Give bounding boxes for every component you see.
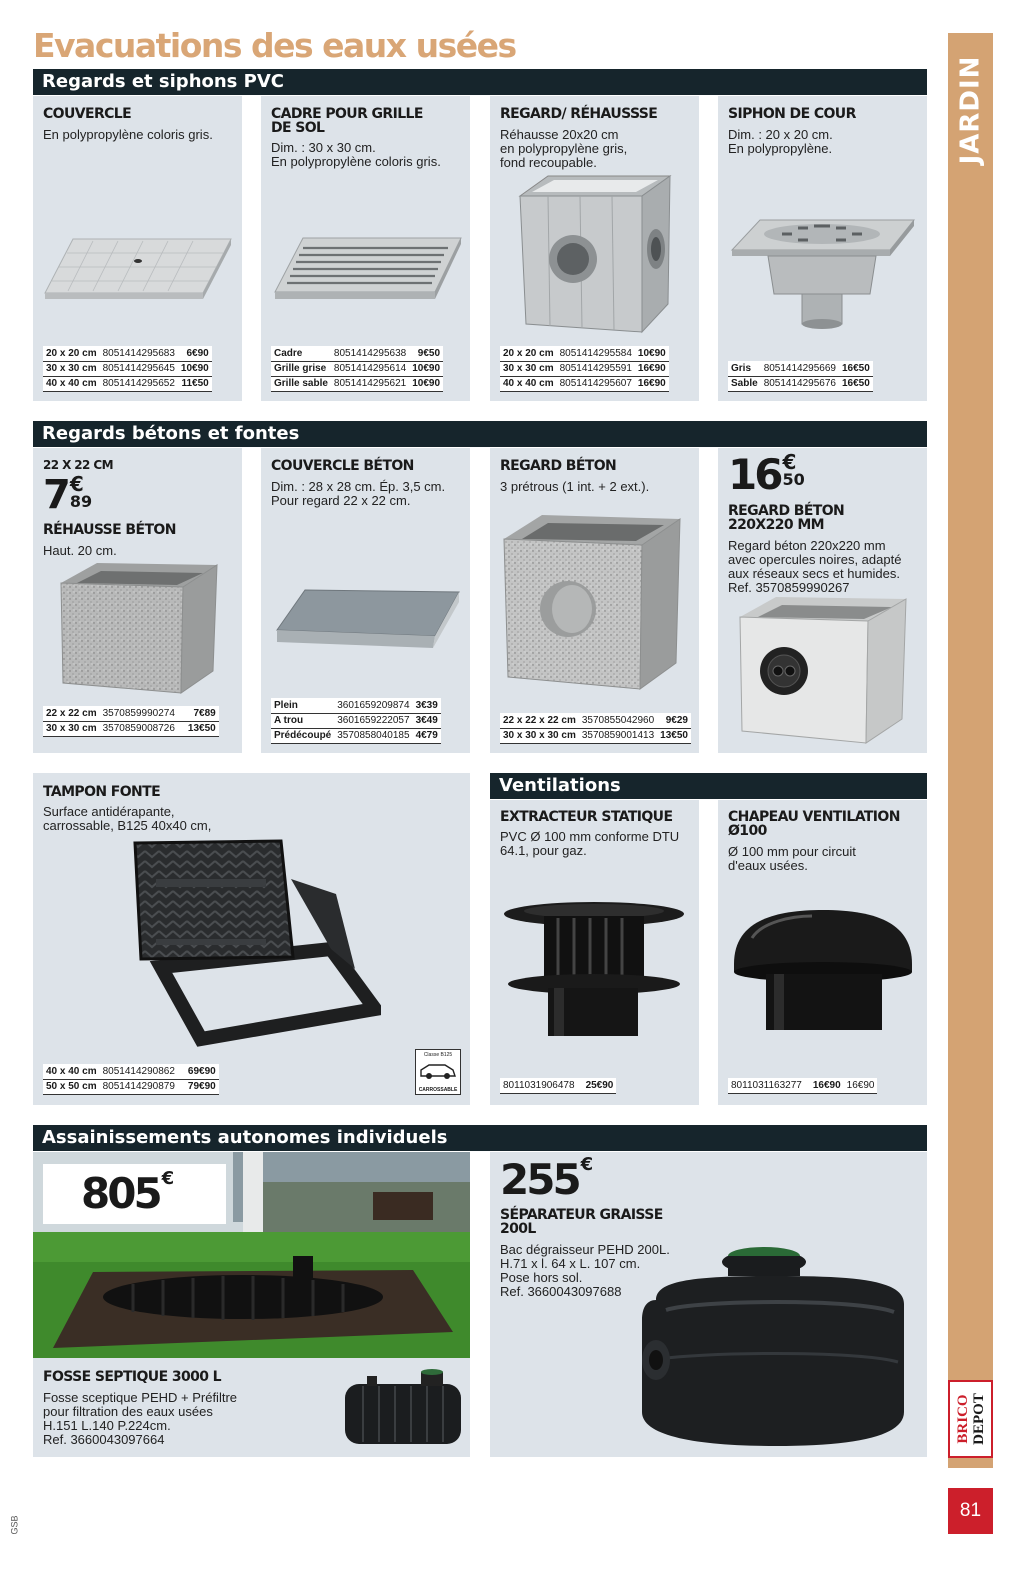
row-label: Cadre <box>271 346 331 361</box>
table-row <box>43 706 219 721</box>
table-row <box>271 728 441 743</box>
row-price: 16€90 <box>810 1078 844 1093</box>
row-price: 10€90 <box>178 361 212 376</box>
price-table <box>43 1064 219 1095</box>
product-title: SIPHON DE COUR <box>728 106 856 122</box>
regard-pvc-image <box>518 174 673 334</box>
price-table <box>728 361 873 392</box>
row-price: 6€90 <box>178 346 212 361</box>
price-int: 7 <box>43 472 68 518</box>
row-ref: 8051414295614 <box>331 361 409 376</box>
page-number: 81 <box>948 1488 993 1534</box>
card-siphon <box>718 96 927 401</box>
row-label: 40 x 40 cm <box>43 376 100 391</box>
extracteur-image <box>502 902 687 1040</box>
product-desc: 3 prétrous (1 int. + 2 ext.). <box>500 479 650 494</box>
row-ref: 8051414295638 <box>331 346 409 361</box>
table-row <box>728 1078 877 1093</box>
row-price: 16€90 <box>635 376 669 391</box>
price-int: 255 <box>500 1155 579 1204</box>
row-price: 9€50 <box>409 346 443 361</box>
table-row <box>271 346 443 361</box>
row-label: Grille sable <box>271 376 331 391</box>
price-table <box>728 1078 877 1094</box>
table-row <box>43 376 212 391</box>
brand-logo <box>948 1380 993 1458</box>
row-ref: 8051414295669 <box>761 361 839 376</box>
row-ref: 3570858040185 <box>334 728 412 743</box>
card-chapeau <box>718 800 927 1105</box>
logo-depot: DEPOT <box>970 1393 987 1445</box>
row-label: 30 x 30 x 30 cm <box>500 728 579 743</box>
table-row <box>500 1078 616 1093</box>
section-ventilations: Ventilations <box>490 773 927 799</box>
price-fosse <box>81 1170 174 1218</box>
product-title: REGARD/ RÉHAUSSSE <box>500 106 658 122</box>
row-label: 20 x 20 cm <box>500 346 557 361</box>
row-price: 11€50 <box>178 376 212 391</box>
row-label: 40 x 40 cm <box>43 1064 100 1079</box>
product-desc: Regard béton 220x220 mm avec opercules noires, adapté aux réseaux secs et humides. Ref. 3570859990267 <box>728 538 902 595</box>
card-regard-beton-220 <box>718 448 927 753</box>
product-desc: Dim. : 28 x 28 cm. Ép. 3,5 cm. Pour regard 22 x 22 cm. <box>271 479 446 508</box>
product-desc: En polypropylène coloris gris. <box>43 127 213 142</box>
product-desc: PVC Ø 100 mm conforme DTU 64.1, pour gaz. <box>500 829 680 858</box>
rehausse-beton-image <box>57 561 219 696</box>
price-table <box>500 713 691 744</box>
grille-image <box>273 234 463 304</box>
regard-beton-image <box>502 513 682 693</box>
badge-top: Classe B125 <box>423 1052 453 1058</box>
row-label: 30 x 30 cm <box>43 361 100 376</box>
row-price: 16€50 <box>839 361 873 376</box>
row-label: 40 x 40 cm <box>500 376 557 391</box>
row-ref: 3601659222057 <box>334 713 412 728</box>
regard-beton-220-image <box>736 595 908 745</box>
product-desc: Dim. : 30 x 30 cm. En polypropylène coloris gris. <box>271 140 441 169</box>
row-price: 69€90 <box>185 1064 219 1079</box>
product-size: 22 X 22 CM <box>43 458 113 472</box>
side-band <box>948 33 993 1468</box>
card-regard-pvc <box>490 96 699 401</box>
row-ref: 8051414290879 <box>100 1079 185 1094</box>
price-separateur <box>500 1156 593 1204</box>
product-title: FOSSE SEPTIQUE 3000 L <box>43 1369 221 1385</box>
row-label: Sable <box>728 376 761 391</box>
row-ref: 8051414295645 <box>100 361 178 376</box>
row-label: 30 x 30 cm <box>43 721 100 736</box>
card-regard-beton <box>490 448 699 753</box>
card-couvercle <box>33 96 242 401</box>
row-ref: 8051414290862 <box>100 1064 185 1079</box>
product-desc: Réhausse 20x20 cm en polypropylène gris, fond recoupable. <box>500 127 628 170</box>
row-price: 16€90 <box>635 361 669 376</box>
product-desc: Surface antidérapante, carrossable, B125 40x40 cm, <box>43 804 212 833</box>
section-pvc: Regards et siphons PVC <box>33 69 927 95</box>
price-rehausse <box>43 474 92 516</box>
row-label: A trou <box>271 713 334 728</box>
price-int: 805 <box>81 1169 160 1218</box>
side-label <box>948 40 993 180</box>
product-desc: Bac dégraisseur PEHD 200L. H.71 x l. 64 x L. 107 cm. Pose hors sol. Ref. 3660043097688 <box>500 1242 670 1299</box>
couvercle-beton-image <box>273 586 463 658</box>
row-price: 10€90 <box>635 346 669 361</box>
card-fosse <box>33 1152 470 1457</box>
product-title: TAMPON FONTE <box>43 784 161 800</box>
product-title: RÉHAUSSE BÉTON <box>43 522 176 538</box>
price-currency: € <box>69 472 84 496</box>
product-title: REGARD BÉTON 220X220 MM <box>728 503 845 533</box>
product-title: COUVERCLE BÉTON <box>271 458 414 474</box>
card-separateur <box>490 1152 927 1457</box>
table-row <box>500 728 691 743</box>
row-price-alt: 16€90 <box>844 1078 878 1093</box>
price-currency: € <box>161 1168 175 1189</box>
table-row <box>500 713 691 728</box>
separateur-image <box>636 1240 916 1450</box>
card-tampon <box>33 773 470 1105</box>
price-table <box>43 706 219 737</box>
price-table <box>500 346 669 392</box>
car-icon <box>419 1062 457 1080</box>
price-currency: € <box>782 450 797 474</box>
row-ref: 8051414295621 <box>331 376 409 391</box>
side-label-text: JARDIN <box>955 55 986 165</box>
card-couvercle-beton <box>261 448 470 753</box>
row-ref: 8051414295683 <box>100 346 178 361</box>
row-ref: 8011031906478 <box>500 1078 583 1093</box>
row-label: 22 x 22 cm <box>43 706 100 721</box>
row-label: 22 x 22 x 22 cm <box>500 713 579 728</box>
row-label: Gris <box>728 361 761 376</box>
product-title: CADRE POUR GRILLE DE SOL <box>271 106 423 136</box>
row-price: 10€90 <box>409 376 443 391</box>
table-row <box>500 376 669 391</box>
row-price: 3€49 <box>413 713 441 728</box>
badge-bottom: CARROSSABLE <box>418 1087 458 1093</box>
price-regard-220 <box>728 452 805 498</box>
price-table <box>500 1078 616 1094</box>
price-cents: 89 <box>69 492 93 511</box>
table-row <box>500 346 669 361</box>
row-ref: 8051414295676 <box>761 376 839 391</box>
page-title: Evacuations des eaux usées <box>33 26 516 65</box>
row-price: 25€90 <box>583 1078 617 1093</box>
row-ref: 8051414295591 <box>557 361 635 376</box>
product-title: REGARD BÉTON <box>500 458 617 474</box>
class-badge <box>415 1049 461 1095</box>
row-ref: 8051414295584 <box>557 346 635 361</box>
row-ref: 8051414295607 <box>557 376 635 391</box>
chapeau-image <box>732 908 914 1033</box>
fosse-tank-image <box>341 1366 465 1450</box>
product-desc: Ø 100 mm pour circuit d'eaux usées. <box>728 844 856 873</box>
row-label: 50 x 50 cm <box>43 1079 100 1094</box>
row-price: 13€50 <box>657 728 691 743</box>
product-title: CHAPEAU VENTILATION Ø100 <box>728 809 900 839</box>
row-ref: 8011031163277 <box>728 1078 810 1093</box>
row-price: 13€50 <box>185 721 219 736</box>
row-ref: 8051414295652 <box>100 376 178 391</box>
card-rehausse-beton <box>33 448 242 753</box>
price-int: 16 <box>728 450 781 499</box>
table-row <box>271 713 441 728</box>
couvercle-image <box>43 231 233 301</box>
product-title: SÉPARATEUR GRAISSE 200L <box>500 1207 663 1237</box>
row-ref: 3570859001413 <box>579 728 657 743</box>
product-desc: Haut. 20 cm. <box>43 543 117 558</box>
row-label: Prédécoupé <box>271 728 334 743</box>
row-ref: 3570859008726 <box>100 721 185 736</box>
price-currency: € <box>580 1154 594 1175</box>
row-price: 7€89 <box>185 706 219 721</box>
card-cadre <box>261 96 470 401</box>
price-table <box>271 346 443 392</box>
price-table <box>271 698 441 744</box>
product-desc: Fosse sceptique PEHD + Préfiltre pour filtration des eaux usées H.151 L.140 P.224cm. Ref. 3660043097664 <box>43 1390 237 1447</box>
logo-brico: BRICO <box>954 1394 971 1444</box>
row-price: 4€79 <box>413 728 441 743</box>
row-ref: 3601659209874 <box>334 698 412 713</box>
row-ref: 3570859990274 <box>100 706 185 721</box>
card-extracteur <box>490 800 699 1105</box>
section-assainissement: Assainissements autonomes individuels <box>33 1125 927 1151</box>
row-price: 79€90 <box>185 1079 219 1094</box>
table-row <box>271 698 441 713</box>
table-row <box>43 1079 219 1094</box>
section-beton: Regards bétons et fontes <box>33 421 927 447</box>
row-price: 3€39 <box>413 698 441 713</box>
table-row <box>271 376 443 391</box>
row-price: 16€50 <box>839 376 873 391</box>
footer-code: GSB <box>9 1515 20 1535</box>
price-cents: 50 <box>782 470 805 489</box>
row-price: 10€90 <box>409 361 443 376</box>
row-label: 20 x 20 cm <box>43 346 100 361</box>
siphon-image <box>730 216 920 331</box>
row-price: 9€29 <box>657 713 691 728</box>
table-row <box>43 346 212 361</box>
row-label: 30 x 30 cm <box>500 361 557 376</box>
table-row <box>43 1064 219 1079</box>
table-row <box>43 361 212 376</box>
table-row <box>43 721 219 736</box>
product-title: EXTRACTEUR STATIQUE <box>500 809 673 825</box>
tampon-image <box>131 839 381 1064</box>
table-row <box>271 361 443 376</box>
product-desc: Dim. : 20 x 20 cm. En polypropylène. <box>728 127 833 156</box>
row-label: Grille grise <box>271 361 331 376</box>
row-label: Plein <box>271 698 334 713</box>
row-ref: 3570855042960 <box>579 713 657 728</box>
price-table <box>43 346 212 392</box>
table-row <box>728 376 873 391</box>
table-row <box>500 361 669 376</box>
table-row <box>728 361 873 376</box>
product-title: COUVERCLE <box>43 106 132 122</box>
